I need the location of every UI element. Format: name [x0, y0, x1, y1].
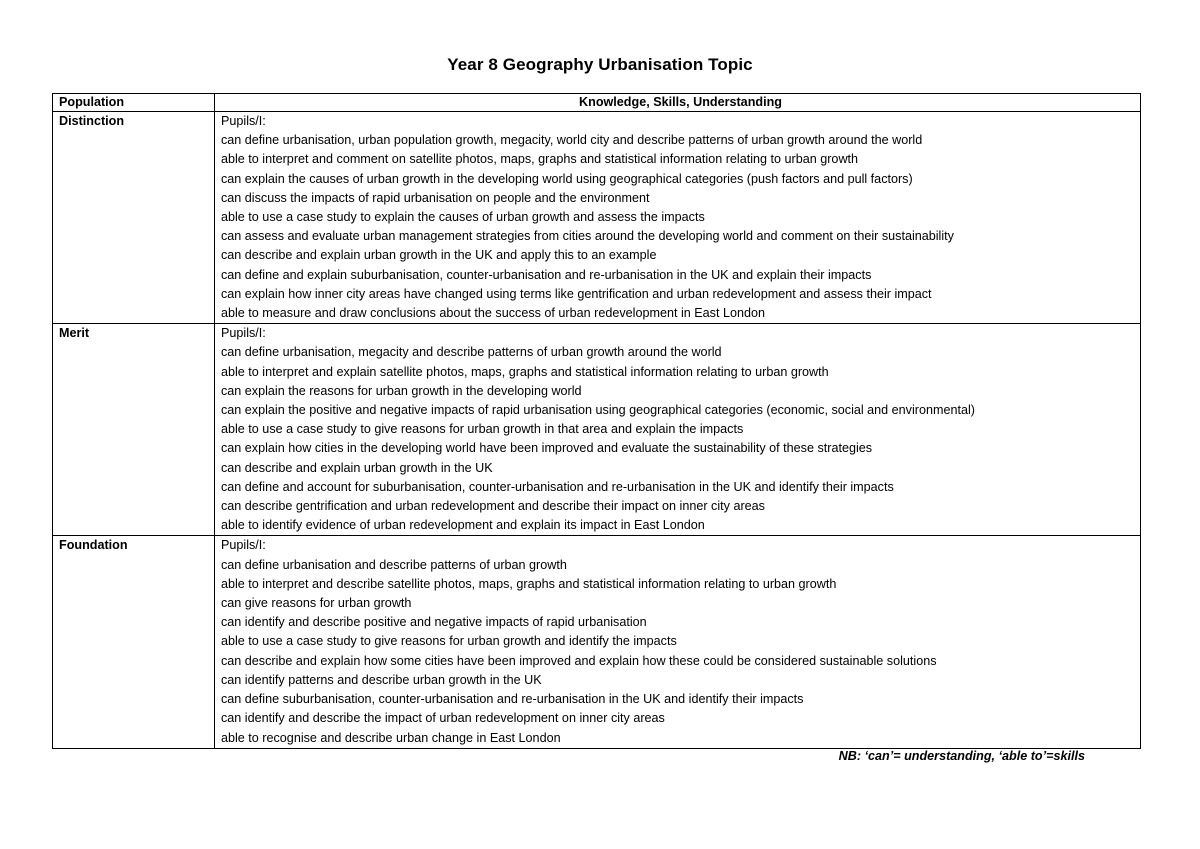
criteria-item: can define urbanisation and describe patterns of urban growth: [221, 557, 567, 572]
criteria-item: can identify and describe positive and negative impacts of rapid urbanisation: [221, 615, 647, 630]
criteria-intro: Pupils/I:: [221, 538, 266, 553]
column-header-knowledge: Knowledge, Skills, Understanding: [215, 94, 1141, 112]
criteria-item: can assess and evaluate urban management strategies from cities around the developing world and comment on their sustainability: [221, 229, 954, 244]
criteria-item: able to recognise and describe urban change in East London: [221, 730, 561, 745]
criteria-cell: [215, 112, 1141, 324]
criteria-item: can identify patterns and describe urban growth in the UK: [221, 672, 542, 687]
criteria-item: able to use a case study to give reasons for urban growth in that area and explain the impacts: [221, 422, 744, 437]
attainment-table: [52, 93, 1141, 749]
criteria-item: can define urbanisation, urban population growth, megacity, world city and describe patterns of urban growth around the world: [221, 133, 923, 148]
criteria-item: can describe and explain urban growth in the UK and apply this to an example: [221, 248, 657, 263]
criteria-item: able to interpret and explain satellite photos, maps, graphs and statistical information relating to urban growth: [221, 364, 829, 379]
table-row-merit: [53, 324, 1141, 536]
criteria-item: can define and explain suburbanisation, counter-urbanisation and re-urbanisation in the UK and explain their impacts: [221, 267, 872, 282]
level-label: Merit: [53, 324, 215, 536]
criteria-cell: [215, 536, 1141, 748]
table-header-row: [53, 94, 1141, 112]
table-row-distinction: [53, 112, 1141, 324]
criteria-item: can define suburbanisation, counter-urbanisation and re-urbanisation in the UK and identify their impacts: [221, 692, 804, 707]
table-body: [53, 112, 1141, 749]
criteria-item: can discuss the impacts of rapid urbanisation on people and the environment: [221, 190, 650, 205]
criteria-item: can give reasons for urban growth: [221, 596, 412, 611]
criteria-item: can explain the reasons for urban growth in the developing world: [221, 383, 582, 398]
criteria-item: can describe and explain how some cities have been improved and explain how these could be considered sustainable solutions: [221, 653, 937, 668]
column-header-population: Population: [53, 94, 215, 112]
criteria-item: can explain how inner city areas have changed using terms like gentrification and urban redevelopment and assess their impact: [221, 286, 932, 301]
criteria-item: can explain how cities in the developing world have been improved and evaluate the sustainability of these strategies: [221, 441, 873, 456]
criteria-cell: [215, 324, 1141, 536]
page-title: Year 8 Geography Urbanisation Topic: [447, 55, 753, 74]
criteria-item: can define and account for suburbanisation, counter-urbanisation and re-urbanisation in the UK and identify their impacts: [221, 479, 894, 494]
criteria-intro: Pupils/I:: [221, 114, 266, 128]
criteria-item: can explain the positive and negative impacts of rapid urbanisation using geographical categories (economic, social and environmental): [221, 403, 975, 418]
criteria-item: can describe and explain urban growth in the UK: [221, 460, 493, 475]
criteria-item: can identify and describe the impact of urban redevelopment on inner city areas: [221, 711, 665, 726]
criteria-item: can describe gentrification and urban redevelopment and describe their impact on inner city areas: [221, 499, 765, 514]
footnote: NB: ‘can’= understanding, ‘able to’=skills: [838, 749, 1085, 763]
criteria-item: can define urbanisation, megacity and describe patterns of urban growth around the world: [221, 345, 722, 360]
criteria-item: able to measure and draw conclusions about the success of urban redevelopment in East London: [221, 306, 765, 321]
level-label: Foundation: [53, 536, 215, 748]
criteria-item: can explain the causes of urban growth in the developing world using geographical categories (push factors and pull factors): [221, 171, 913, 186]
level-label: Distinction: [53, 112, 215, 324]
criteria-intro: Pupils/I:: [221, 326, 266, 341]
criteria-item: able to interpret and comment on satellite photos, maps, graphs and statistical information relating to urban growth: [221, 152, 859, 167]
criteria-item: able to identify evidence of urban redevelopment and explain its impact in East London: [221, 518, 705, 533]
table-row-foundation: [53, 536, 1141, 748]
criteria-item: able to interpret and describe satellite photos, maps, graphs and statistical information relating to urban growth: [221, 576, 837, 591]
criteria-item: able to use a case study to explain the causes of urban growth and assess the impacts: [221, 210, 705, 225]
criteria-item: able to use a case study to give reasons for urban growth and identify the impacts: [221, 634, 677, 649]
